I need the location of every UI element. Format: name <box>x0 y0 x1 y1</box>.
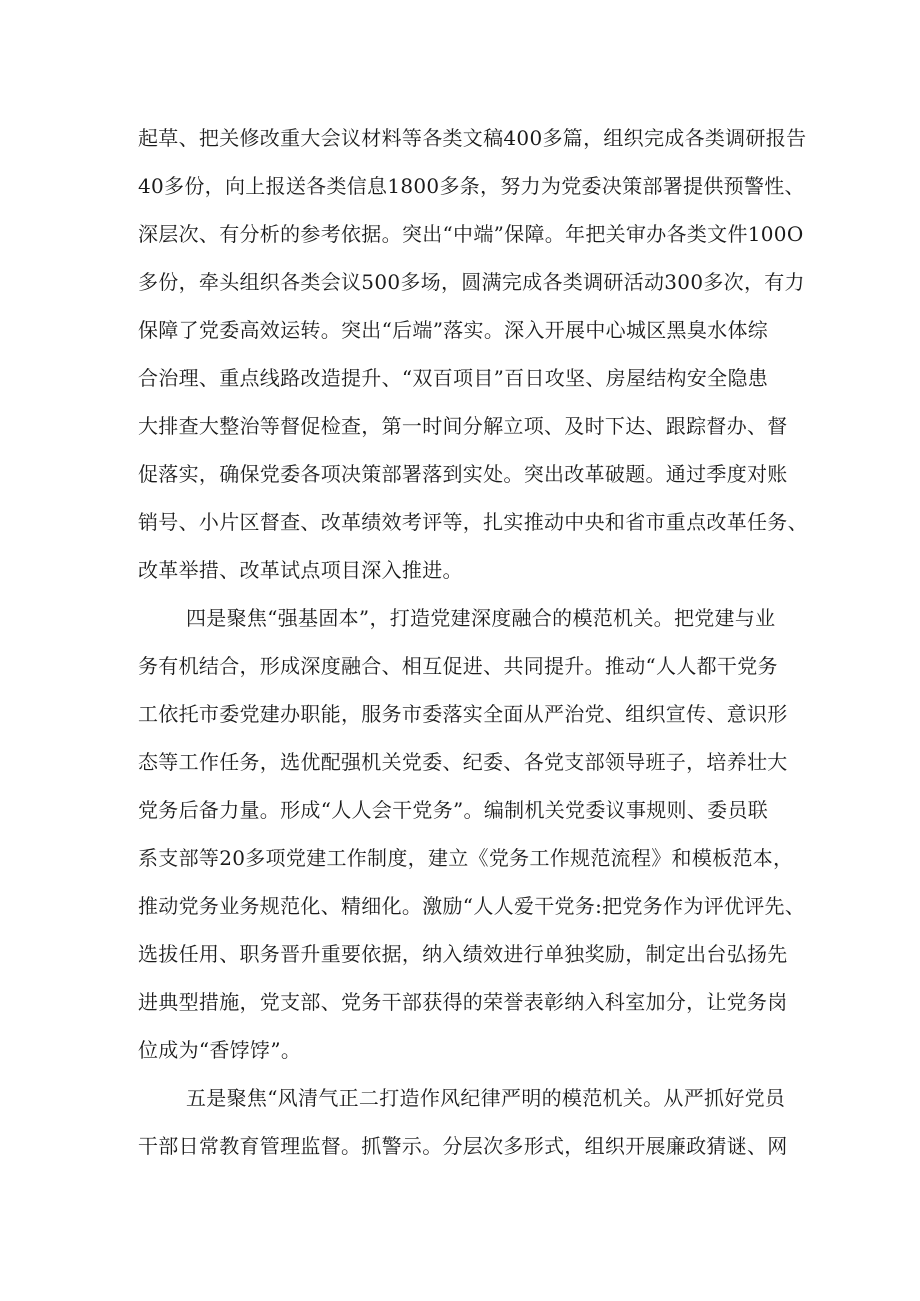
text-line: 起草、把关修改重大会议材料等各类文稿400多篇，组织完成各类调研报告 <box>138 126 807 150</box>
text-line: 改革举措、改革试点项目深入推进。 <box>138 558 463 582</box>
text-line: 党务后备力量。形成“人人会干党务”。编制机关党委议事规则、委员联 <box>138 798 769 822</box>
paragraph-first-line: 五是聚焦“风清气正二打造作风纪律严明的模范机关。从严抓好党员 <box>186 1086 786 1110</box>
text-line: 40多份，向上报送各类信息1800多条，努力为党委决策部署提供预警性、 <box>138 174 805 198</box>
paragraph-first-line: 四是聚焦“强基固本”，打造党建深度融合的模范机关。把党建与业 <box>186 606 776 630</box>
text-line: 多份，牵头组织各类会议500多场，圆满完成各类调研活动300多次，有力 <box>138 270 805 294</box>
text-line: 系支部等20多项党建工作制度，建立《党务工作规范流程》和模板范本， <box>138 846 794 870</box>
text-line: 位成为“香饽饽”。 <box>138 1038 302 1062</box>
text-line: 务有机结合，形成深度融合、相互促进、共同提升。推动“人人都干党务 <box>138 654 778 678</box>
text-line: 推动党务业务规范化、精细化。激励“人人爱干党务:把党务作为评优评先、 <box>138 894 806 918</box>
text-line: 保障了党委高效运转。突出“后端”落实。深入开展中心城区黑臭水体综 <box>138 318 769 342</box>
text-line: 工依托市委党建办职能，服务市委落实全面从严治党、组织宣传、意识形 <box>138 702 788 726</box>
text-line: 深层次、有分析的参考依据。突出“中端”保障。年把关审办各类文件100O <box>138 222 804 246</box>
text-line: 选拔任用、职务晋升重要依据，纳入绩效进行单独奖励，制定出台弘扬先 <box>138 942 788 966</box>
text-line: 态等工作任务，选优配强机关党委、纪委、各党支部领导班子，培养壮大 <box>138 750 788 774</box>
text-line: 促落实，确保党委各项决策部署落到实处。突出改革破题。通过季度对账 <box>138 462 788 486</box>
text-line: 干部日常教育管理监督。抓警示。分层次多形式，组织开展廉政猜谜、网 <box>138 1134 788 1158</box>
text-line: 销号、小片区督查、改革绩效考评等，扎实推动中央和省市重点改革任务、 <box>138 510 808 534</box>
text-line: 进典型措施，党支部、党务干部获得的荣誉表彰纳入科室加分，让党务岗 <box>138 990 788 1014</box>
text-line: 大排查大整治等督促检查，第一时间分解立项、及时下达、跟踪督办、督 <box>138 414 788 438</box>
text-line: 合治理、重点线路改造提升、“双百项目”百日攻坚、房屋结构安全隐患 <box>138 366 769 390</box>
